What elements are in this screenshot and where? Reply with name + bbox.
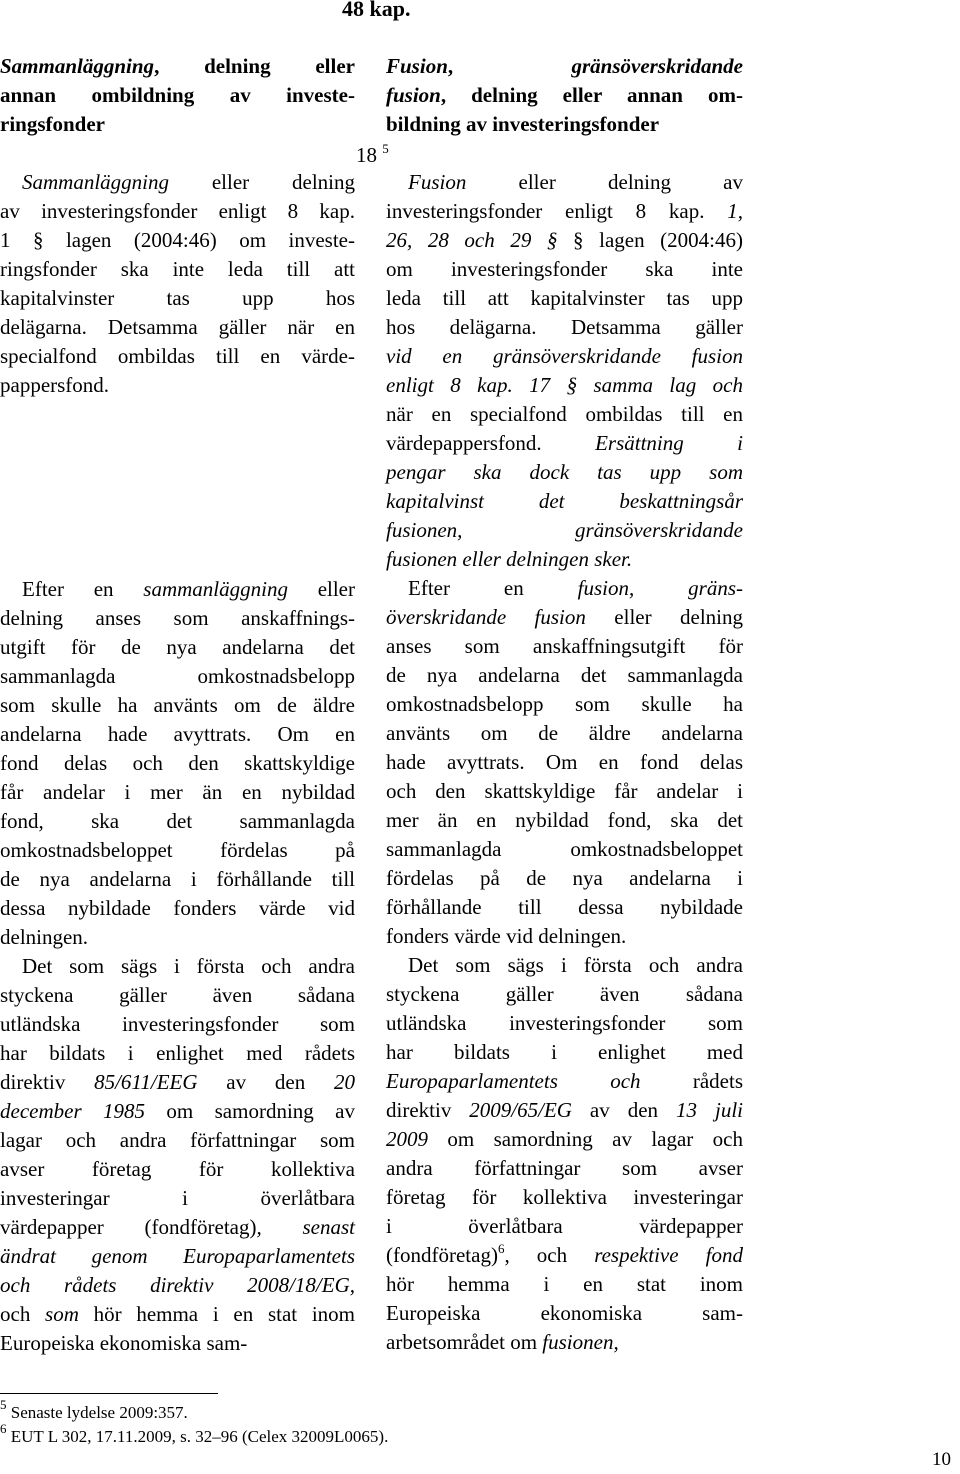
left-text2-line bbox=[0, 720, 355, 749]
text-segment: lagar och andra författningar som bbox=[0, 1128, 355, 1152]
text-segment: och rådets direktiv 2008/18/EG, bbox=[0, 1273, 355, 1297]
left-text2-line bbox=[0, 894, 355, 923]
text-segment: av den bbox=[197, 1070, 334, 1094]
right-text-line bbox=[386, 197, 743, 226]
text-segment: investeringsfonder enligt 8 kap. bbox=[386, 199, 728, 223]
right-text-line bbox=[386, 1270, 743, 1299]
text-segment: förhållande till dessa nybildade bbox=[386, 895, 743, 919]
text-segment: Fusion bbox=[408, 170, 467, 194]
text-segment: anses som anskaffningsutgift för bbox=[386, 634, 743, 658]
text-segment: arbetsområdet om bbox=[386, 1330, 543, 1354]
text-segment: eller bbox=[287, 577, 355, 601]
text-segment: 1, bbox=[727, 199, 743, 223]
text-segment: utländska investeringsfonder som bbox=[386, 1011, 743, 1035]
left-text2-line bbox=[0, 1184, 355, 1213]
right-text-line bbox=[386, 1125, 743, 1154]
text-segment: , och bbox=[504, 1243, 595, 1267]
section-marker bbox=[356, 141, 389, 172]
right-text-line bbox=[386, 603, 743, 632]
text-segment: fond delas och den skattskyldige bbox=[0, 751, 355, 775]
left-text2-line bbox=[0, 807, 355, 836]
text-segment: Fusion bbox=[386, 54, 448, 78]
left-text2-line bbox=[0, 749, 355, 778]
right-text-line bbox=[386, 719, 743, 748]
right-text-line bbox=[386, 1038, 743, 1067]
left-text2-line bbox=[0, 865, 355, 894]
right-text-line bbox=[386, 574, 743, 603]
left-text2-line bbox=[0, 691, 355, 720]
right-text-line bbox=[386, 1212, 743, 1241]
left-text2-line bbox=[0, 633, 355, 662]
text-segment: avser företag för kollektiva bbox=[0, 1157, 355, 1181]
text-segment: hos delägarna. Detsamma gäller bbox=[386, 315, 743, 339]
left-text1-line bbox=[0, 313, 355, 342]
left-text2-line bbox=[0, 1126, 355, 1155]
left-text1-line bbox=[0, 284, 355, 313]
left-text2-line bbox=[0, 1010, 355, 1039]
text-segment: delning anses som anskaffnings- bbox=[0, 606, 355, 630]
text-segment: de nya andelarna i förhållande till bbox=[0, 867, 355, 891]
right-text-line bbox=[386, 1183, 743, 1212]
right-text-line bbox=[386, 1241, 743, 1270]
text-segment: styckena gäller även sådana bbox=[0, 983, 355, 1007]
left-text2-line bbox=[0, 836, 355, 865]
text-segment: 13 juli bbox=[676, 1098, 743, 1122]
text-segment: fusionen eller delningen sker. bbox=[386, 547, 633, 571]
right-text-line bbox=[386, 893, 743, 922]
text-segment: Europaparlamentets och bbox=[386, 1069, 641, 1093]
text-segment: Det som sägs i första och andra bbox=[22, 954, 355, 978]
text-segment: av den bbox=[571, 1098, 677, 1122]
text-segment: och bbox=[0, 1302, 46, 1326]
text-segment: styckena gäller även sådana bbox=[386, 982, 743, 1006]
text-segment: Efter en bbox=[408, 576, 578, 600]
text-segment: fördelas på de nya andelarna i bbox=[386, 866, 743, 890]
text-segment: fusion, gräns- bbox=[577, 576, 743, 600]
right-text-line bbox=[386, 1096, 743, 1125]
text-segment: Europeiska ekonomiska sam- bbox=[386, 1301, 743, 1325]
footnote-5 bbox=[0, 1397, 188, 1424]
text-segment: ändrat genom Europaparlamentets bbox=[0, 1244, 355, 1268]
text-segment: av investeringsfonder enligt 8 kap. bbox=[0, 199, 355, 223]
left-text2-line bbox=[0, 952, 355, 981]
left-text2-line bbox=[0, 662, 355, 691]
text-segment: företag för kollektiva investeringar bbox=[386, 1185, 743, 1209]
left-text1-line bbox=[0, 342, 355, 371]
text-segment: använts om de äldre andelarna bbox=[386, 721, 743, 745]
text-segment: fusion bbox=[386, 83, 441, 107]
right-text-line bbox=[386, 864, 743, 893]
text-segment: Sammanläggning bbox=[22, 170, 169, 194]
text-segment: andelarna hade avyttrats. Om en bbox=[0, 722, 355, 746]
left-text2-line bbox=[0, 1329, 355, 1358]
text-segment: när en specialfond ombildas till en bbox=[386, 402, 743, 426]
text-segment: fusionen, bbox=[542, 1330, 619, 1354]
text-segment: , bbox=[447, 54, 572, 78]
text-segment: delägarna. Detsamma gäller när en bbox=[0, 315, 355, 339]
left-text2-line bbox=[0, 1300, 355, 1329]
right-text-line bbox=[386, 748, 743, 777]
text-segment: rådets bbox=[640, 1069, 743, 1093]
text-segment: pengar ska dock tas upp som bbox=[386, 460, 743, 484]
text-segment: eller delning bbox=[169, 170, 355, 194]
text-segment: direktiv bbox=[0, 1070, 95, 1094]
text-segment: sammanlagda omkostnadsbeloppet bbox=[386, 837, 743, 861]
footnote-divider bbox=[0, 1393, 218, 1394]
text-segment: vid en gränsöverskridande fusion bbox=[386, 344, 743, 368]
text-segment: Ersättning i bbox=[595, 431, 744, 455]
left-text2-line bbox=[0, 1068, 355, 1097]
right-text-line bbox=[386, 1299, 743, 1328]
right-text-line bbox=[386, 690, 743, 719]
left-text2-line bbox=[0, 1039, 355, 1068]
text-segment: omkostnadsbeloppet fördelas på bbox=[0, 838, 355, 862]
text-segment: hade avyttrats. Om en fond delas bbox=[386, 750, 743, 774]
left-text2-line bbox=[0, 1155, 355, 1184]
text-segment: överskridande fusion bbox=[386, 605, 586, 629]
text-segment: har bildats i enlighet med rådets bbox=[0, 1041, 355, 1065]
text-segment: eller delning bbox=[585, 605, 743, 629]
right-text-line bbox=[386, 661, 743, 690]
right-text-line bbox=[386, 1154, 743, 1183]
text-segment: , senast bbox=[256, 1215, 355, 1239]
text-segment: , delning eller annan om- bbox=[440, 83, 743, 107]
right-head-line bbox=[386, 81, 743, 110]
right-text-line bbox=[386, 284, 743, 313]
left-text1-line bbox=[0, 371, 355, 400]
right-head-line bbox=[386, 52, 743, 81]
text-segment: , delning eller bbox=[154, 54, 355, 78]
text-segment: utgift för de nya andelarna det bbox=[0, 635, 355, 659]
text-segment: värdepapper (fondföretag) bbox=[0, 1215, 257, 1239]
text-segment: 20 bbox=[333, 1070, 355, 1094]
right-text-line bbox=[386, 342, 743, 371]
text-segment: (fondföretag) bbox=[386, 1243, 498, 1267]
text-segment: pappersfond. bbox=[0, 373, 110, 397]
section-footnote-ref: 5 bbox=[382, 141, 389, 156]
text-segment: och den skattskyldige får andelar i bbox=[386, 779, 743, 803]
right-text-line bbox=[386, 951, 743, 980]
right-text-line bbox=[386, 516, 743, 545]
left-text2-line bbox=[0, 604, 355, 633]
text-segment: värdepappersfond. bbox=[386, 431, 596, 455]
right-head-line bbox=[386, 110, 743, 139]
text-segment: investeringar i överlåtbara bbox=[0, 1186, 355, 1210]
text-segment: leda till att kapitalvinster tas upp bbox=[386, 286, 743, 310]
text-segment: annan ombildning av investe- bbox=[0, 83, 355, 107]
left-text2-line bbox=[0, 575, 355, 604]
text-segment: bildning av investeringsfonder bbox=[386, 112, 660, 136]
footnote-5-text: Senaste lydelse 2009:357. bbox=[6, 1403, 188, 1422]
text-segment: som bbox=[45, 1302, 79, 1326]
text-segment: fond, ska det sammanlagda bbox=[0, 809, 355, 833]
text-segment: specialfond ombildas till en värde- bbox=[0, 344, 355, 368]
text-segment: fusionen, gränsöverskridande bbox=[386, 518, 743, 542]
section-number: 18 bbox=[356, 143, 377, 167]
text-segment: respektive fond bbox=[594, 1243, 743, 1267]
text-segment: eller delning av bbox=[466, 170, 743, 194]
text-segment: direktiv bbox=[386, 1098, 470, 1122]
left-text1-line bbox=[0, 255, 355, 284]
right-text-line bbox=[386, 1009, 743, 1038]
text-segment: dessa nybildade fonders värde vid bbox=[0, 896, 355, 920]
text-segment: kapitalvinster tas upp hos bbox=[0, 286, 355, 310]
text-segment: sammanlagda omkostnadsbelopp bbox=[0, 664, 355, 688]
right-text-line bbox=[386, 922, 743, 951]
left-text2-line bbox=[0, 1242, 355, 1271]
text-segment: hör hemma i en stat inom bbox=[386, 1272, 743, 1296]
right-text-line bbox=[386, 487, 743, 516]
right-text-line bbox=[386, 777, 743, 806]
text-segment: i överlåtbara värdepapper bbox=[386, 1214, 743, 1238]
text-segment: om investeringsfonder ska inte bbox=[386, 257, 743, 281]
text-segment: december 1985 bbox=[0, 1099, 146, 1123]
left-text1-line bbox=[0, 226, 355, 255]
footnote-6-number: 6 bbox=[0, 1421, 7, 1436]
left-text1-line bbox=[0, 168, 355, 197]
right-text-line bbox=[386, 400, 743, 429]
text-segment: 2009 bbox=[386, 1127, 428, 1151]
text-segment: om samordning av bbox=[145, 1099, 355, 1123]
right-text-line bbox=[386, 168, 743, 197]
text-segment: hör hemma i en stat inom bbox=[78, 1302, 355, 1326]
right-text-line bbox=[386, 1067, 743, 1096]
text-segment: 26, 28 och 29 § bbox=[386, 228, 558, 252]
right-text-line bbox=[386, 429, 743, 458]
text-segment: de nya andelarna det sammanlagda bbox=[386, 663, 743, 687]
right-text-line bbox=[386, 980, 743, 1009]
text-segment: 1 § lagen (2004:46) om investe- bbox=[0, 228, 355, 252]
left-text2-line bbox=[0, 1097, 355, 1126]
left-text1-line bbox=[0, 197, 355, 226]
text-segment: mer än en nybildad fond, ska det bbox=[386, 808, 743, 832]
text-segment: ringsfonder ska inte leda till att bbox=[0, 257, 355, 281]
footnote-6-text: EUT L 302, 17.11.2009, s. 32–96 (Celex 32009L0065). bbox=[6, 1427, 389, 1446]
chapter-header: 48 kap. bbox=[342, 0, 411, 21]
text-segment: om samordning av lagar och bbox=[428, 1127, 743, 1151]
right-text-line bbox=[386, 371, 743, 400]
right-text-line bbox=[386, 1328, 743, 1357]
footnote-6 bbox=[0, 1421, 389, 1448]
left-head-line bbox=[0, 81, 355, 110]
left-text2-line bbox=[0, 1213, 355, 1242]
left-text2-line bbox=[0, 923, 355, 952]
right-text-line bbox=[386, 806, 743, 835]
text-segment: 85/611/EEG bbox=[94, 1070, 198, 1094]
text-segment: får andelar i mer än en nybildad bbox=[0, 780, 355, 804]
text-segment: sammanläggning bbox=[143, 577, 288, 601]
text-segment: utländska investeringsfonder som bbox=[0, 1012, 355, 1036]
text-segment: fonders värde vid delningen. bbox=[386, 924, 627, 948]
footnote-5-number: 5 bbox=[0, 1397, 7, 1412]
page-number: 10 bbox=[932, 1449, 951, 1470]
text-segment: omkostnadsbelopp som skulle ha bbox=[386, 692, 743, 716]
text-segment: Det som sägs i första och andra bbox=[408, 953, 743, 977]
text-segment: ringsfonder bbox=[0, 112, 105, 136]
text-segment: 6 bbox=[497, 1241, 505, 1256]
left-text2-line bbox=[0, 981, 355, 1010]
text-segment: andra författningar som avser bbox=[386, 1156, 743, 1180]
text-segment: Sammanläggning bbox=[0, 54, 155, 78]
text-segment: Efter en bbox=[22, 577, 144, 601]
text-segment: § lagen (2004:46) bbox=[557, 228, 744, 252]
right-text-line bbox=[386, 255, 743, 284]
text-segment: som skulle ha använts om de äldre bbox=[0, 693, 355, 717]
text-segment: delningen. bbox=[0, 925, 89, 949]
text-segment: gränsöverskridande bbox=[571, 54, 743, 78]
right-text-line bbox=[386, 313, 743, 342]
text-segment: 2009/65/EG bbox=[469, 1098, 572, 1122]
right-text-line bbox=[386, 545, 743, 574]
text-segment: kapitalvinst det beskattningsår bbox=[386, 489, 743, 513]
right-text-line bbox=[386, 835, 743, 864]
right-text-line bbox=[386, 632, 743, 661]
left-head-line bbox=[0, 110, 355, 139]
text-segment: har bildats i enlighet med bbox=[386, 1040, 743, 1064]
left-text2-line bbox=[0, 778, 355, 807]
left-head-line bbox=[0, 52, 355, 81]
left-text2-line bbox=[0, 1271, 355, 1300]
right-text-line bbox=[386, 226, 743, 255]
text-segment: enligt 8 kap. 17 § samma lag och bbox=[386, 373, 743, 397]
right-text-line bbox=[386, 458, 743, 487]
text-segment: Europeiska ekonomiska sam- bbox=[0, 1331, 248, 1355]
